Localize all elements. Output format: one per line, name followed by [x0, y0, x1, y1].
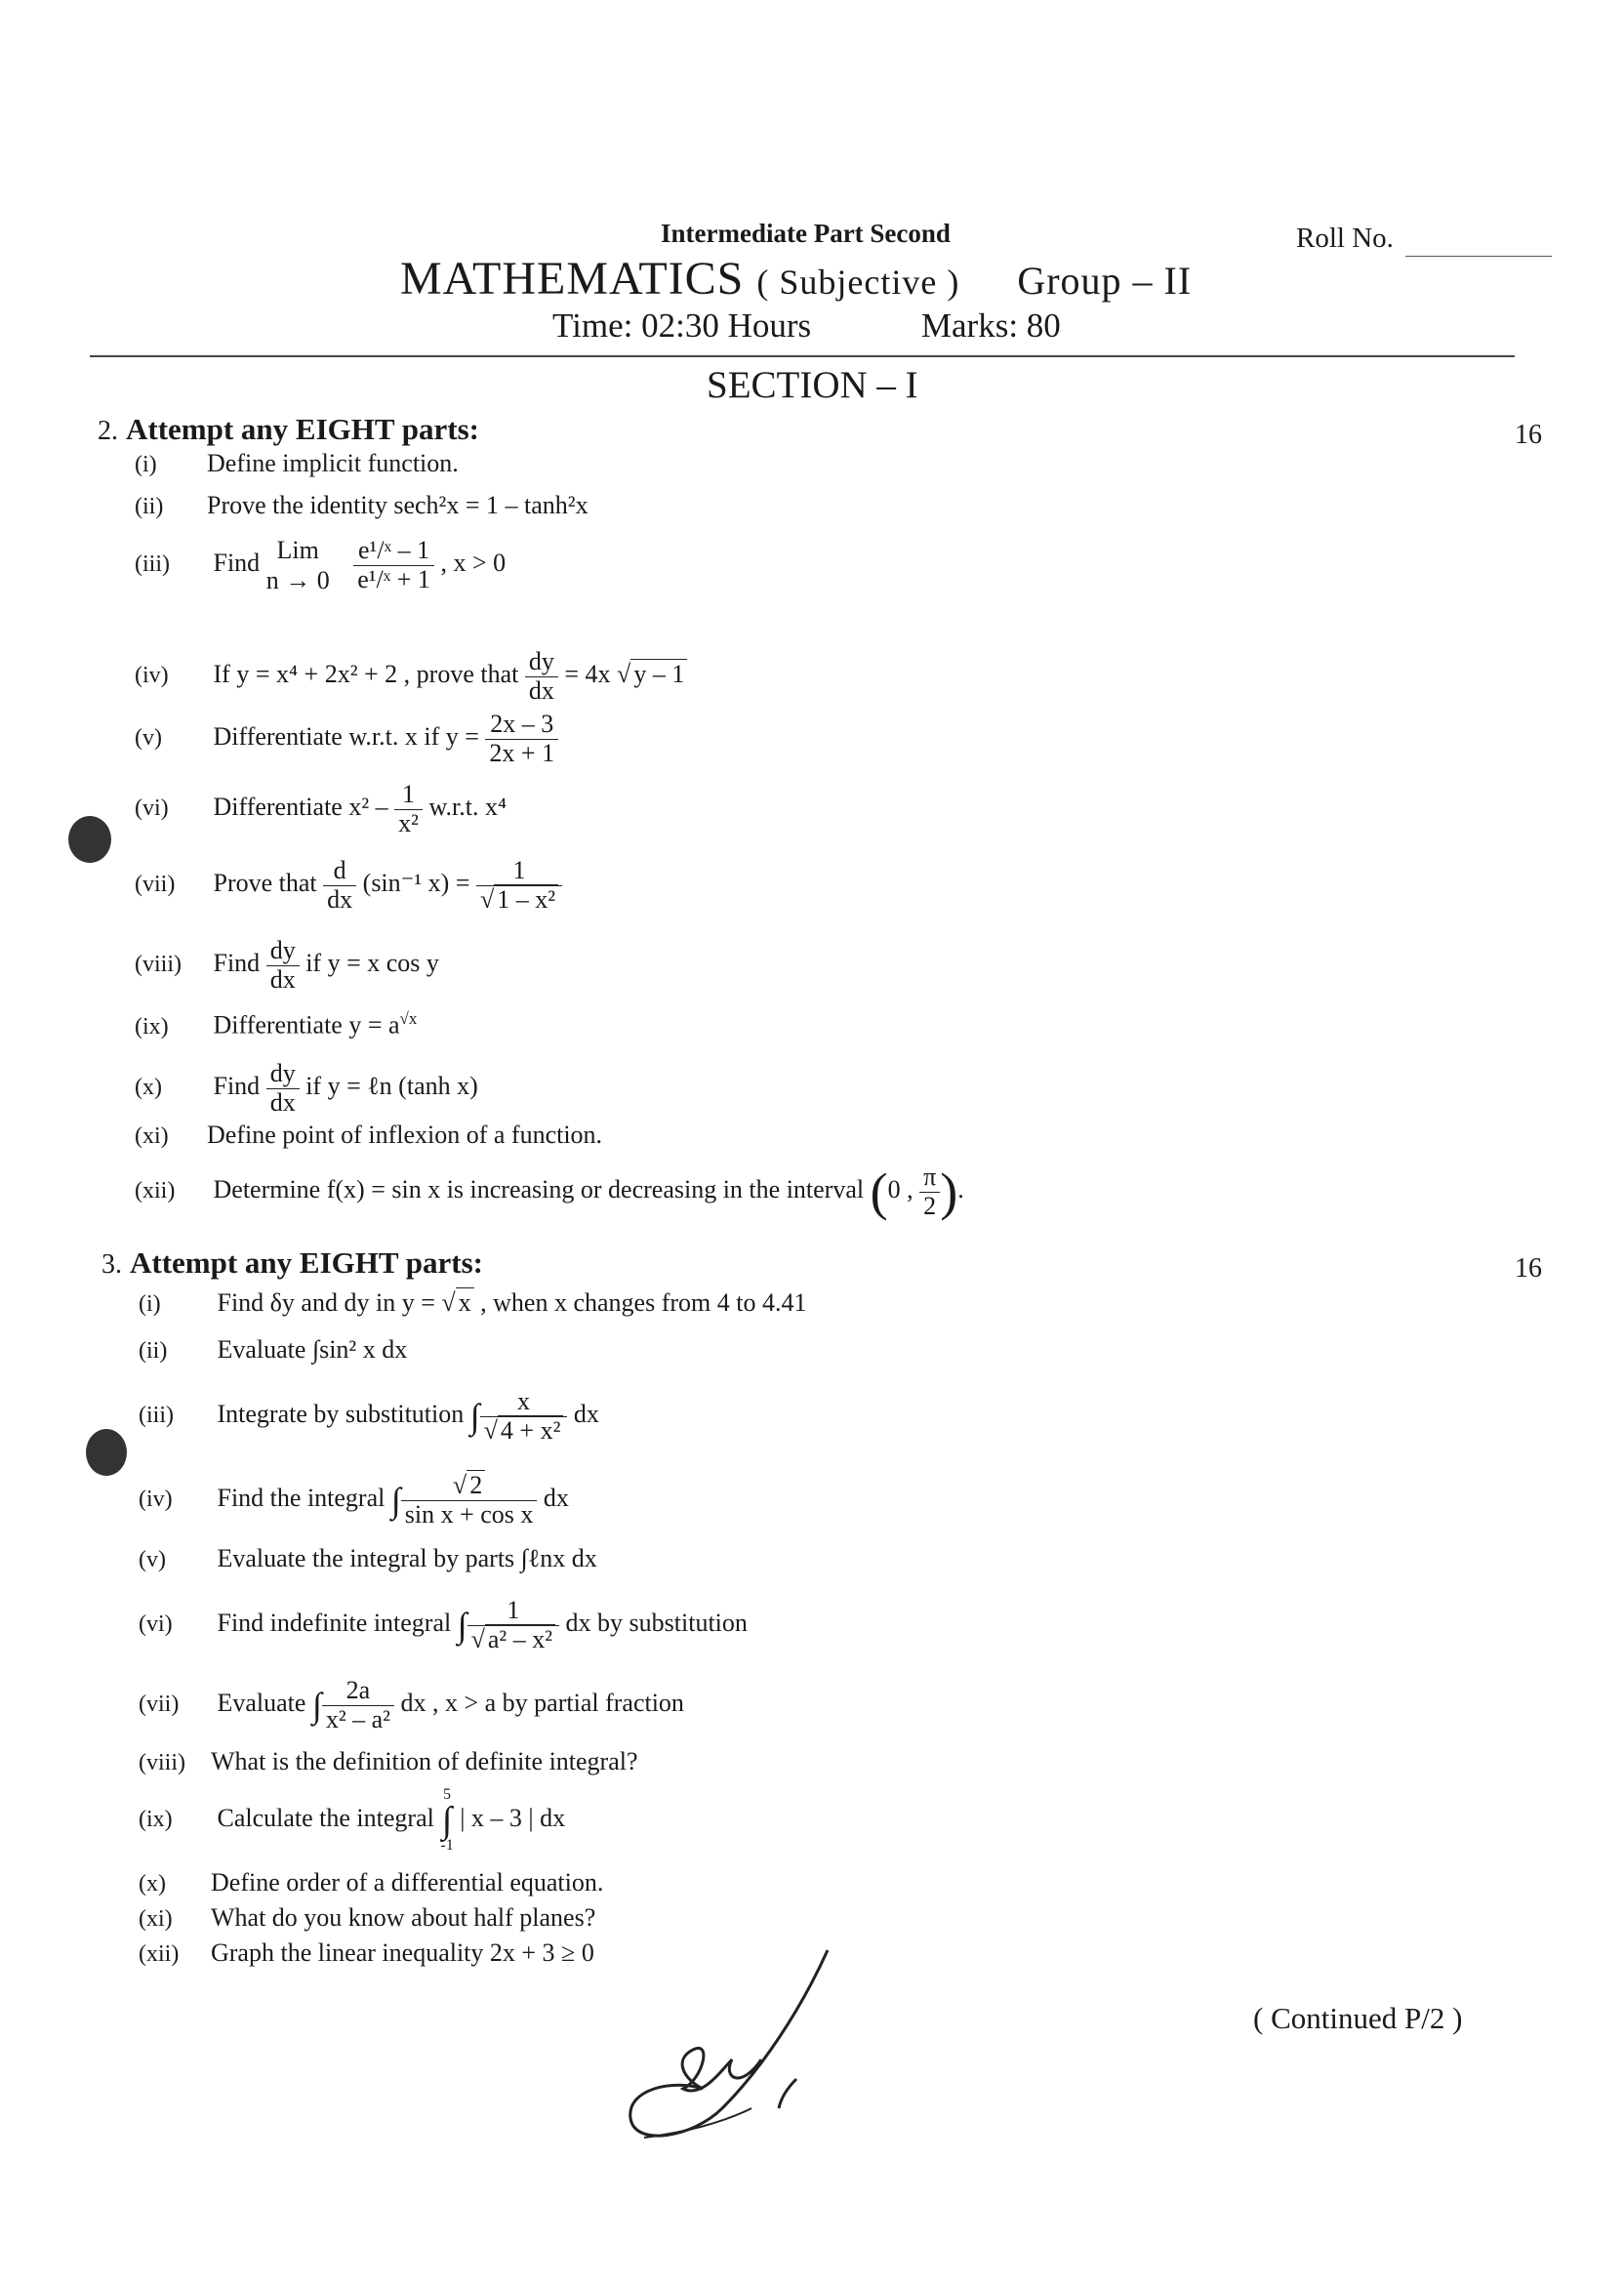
denominator: x² – a² — [322, 1705, 394, 1734]
q2-item-4: (iv) If y = x⁴ + 2x² + 2 , prove that $\frac{dy}{dx}$ = 4x √ y – 1 — [135, 648, 687, 705]
item-number: (xii) — [135, 1177, 176, 1203]
item-number: (xi) — [135, 1123, 169, 1149]
integral-expression: | x – 3 | dx — [460, 1804, 566, 1833]
item-text: Find the integral — [217, 1484, 386, 1513]
q2-heading — [98, 412, 479, 447]
q2-item-8 — [135, 937, 439, 994]
item-text: Evaluate — [217, 1335, 306, 1364]
item-text: if y = ℓn (tanh x) — [305, 1072, 478, 1101]
exponent: √x — [399, 1009, 418, 1028]
header-divider — [90, 355, 1515, 357]
numerator: 1 — [507, 1596, 520, 1624]
item-number: (x) — [135, 1075, 162, 1101]
q3-item-6: (vi) Find indefinite integral ∫ $\frac{1}{\text{√ a² – x²}}$ dx by substitution — [139, 1596, 748, 1653]
item-number: (iii) — [135, 551, 170, 578]
limit-subscript: n → 0 — [265, 566, 330, 595]
item-number: (vii) — [139, 1692, 180, 1718]
item-text: = 4x — [564, 660, 611, 689]
numerator: d — [333, 856, 346, 884]
continued-note: ( Continued P/2 ) — [1253, 2001, 1463, 2035]
fraction — [525, 648, 558, 705]
item-text: Differentiate w.r.t. x if y = — [213, 722, 479, 752]
subject-title: MATHEMATICS — [400, 253, 745, 305]
numerator: 1 — [402, 780, 416, 808]
item-text: Find indefinite integral — [217, 1609, 452, 1638]
q3-item-8 — [139, 1747, 638, 1776]
denominator: dx — [266, 965, 300, 995]
q3-title: Attempt any EIGHT parts: — [130, 1245, 483, 1280]
q2-item-10 — [135, 1060, 478, 1117]
radicand: 1 – x² — [494, 884, 558, 914]
q2-item-2 — [135, 491, 589, 520]
radicand: x — [456, 1287, 474, 1317]
fraction: $\frac{1}{\text{√ 1 – x²}}$ — [476, 857, 562, 914]
limit-operator — [266, 535, 330, 595]
fraction: $\frac{1}{\text{√ a² – x²}}$ — [467, 1597, 559, 1653]
item-number: (iv) — [135, 663, 169, 689]
upper-limit: 5 — [443, 1786, 452, 1803]
item-text: Calculate the integral — [217, 1804, 434, 1833]
q3-item-7: (vii) Evaluate ∫ $\frac{2a}{\text{x² – a²}}$ dx , x > a by partial fraction — [139, 1676, 684, 1733]
item-text: Find — [213, 549, 261, 578]
denominator: 2 — [919, 1192, 940, 1221]
q2-marks: 16 — [1515, 420, 1542, 450]
numerator: dy — [528, 647, 554, 675]
denominator: e¹/ˣ + 1 — [353, 565, 434, 594]
item-text: w.r.t. x⁴ — [428, 793, 508, 822]
item-text: Find — [213, 949, 261, 978]
item-text: Define point of inflexion of a function. — [207, 1121, 603, 1149]
denominator: 2x + 1 — [485, 739, 558, 768]
q3-number: 3. — [102, 1249, 122, 1280]
fraction: $\frac{x}{\text{√ 4 + x²}}$ — [480, 1388, 568, 1445]
fraction — [394, 781, 423, 837]
denominator: dx — [266, 1088, 300, 1118]
fraction — [485, 711, 558, 767]
q2-number: 2. — [98, 416, 118, 446]
q3-item-10 — [139, 1868, 603, 1897]
item-text: Graph the linear inequality 2x + 3 ≥ 0 — [211, 1938, 594, 1967]
q2-item-3 — [135, 535, 506, 595]
roll-no-label: Roll No. — [1296, 223, 1394, 254]
fraction — [322, 1677, 394, 1733]
radicand: a² – x² — [485, 1624, 555, 1653]
paper-type: ( Subjective ) — [756, 263, 960, 302]
item-text: Prove that — [213, 869, 317, 898]
item-number: (viii) — [139, 1750, 185, 1775]
q3-item-11 — [139, 1903, 595, 1933]
punch-hole-mark — [86, 1429, 127, 1476]
q3-item-12 — [139, 1938, 594, 1968]
item-text: Find — [213, 1072, 261, 1101]
denominator: dx — [525, 676, 558, 706]
fraction — [323, 857, 356, 914]
item-number: (vii) — [135, 872, 176, 898]
time-label: Time: 02:30 Hours — [552, 306, 812, 345]
q3-marks: 16 — [1515, 1253, 1542, 1284]
q2-item-5 — [135, 711, 558, 767]
item-number: (ii) — [139, 1338, 168, 1364]
item-text: What do you know about half planes? — [211, 1903, 596, 1932]
limit-label: Lim — [276, 536, 319, 564]
numerator: π — [923, 1162, 937, 1191]
item-text: Differentiate y = a — [213, 1010, 400, 1040]
item-number: (xii) — [139, 1941, 180, 1967]
item-number: (viii) — [135, 952, 182, 978]
total-marks: Marks: 80 — [920, 306, 1061, 345]
signature-mark — [615, 1942, 849, 2157]
fraction — [266, 937, 300, 994]
item-text: Evaluate the integral by parts — [217, 1544, 515, 1572]
numerator: e¹/ˣ – 1 — [358, 536, 430, 565]
q2-item-6 — [135, 781, 507, 837]
numerator: 2x – 3 — [490, 710, 554, 738]
item-number: (iv) — [139, 1487, 173, 1513]
denominator: x² — [394, 809, 423, 838]
q3-item-4: (iv) Find the integral ∫ $\frac{√ 2}{\text{sin x + cos x}}$ dx — [139, 1471, 569, 1529]
item-text: Differentiate x² – — [213, 793, 388, 822]
item-number: (vi) — [135, 795, 169, 822]
denominator: dx — [323, 885, 356, 915]
item-number: (xi) — [139, 1906, 173, 1932]
fraction — [353, 537, 434, 593]
item-number: (v) — [135, 725, 162, 752]
item-text: Define order of a differential equation. — [211, 1868, 604, 1897]
item-number: (i) — [135, 452, 157, 477]
integral-limits: 5 ∫ -1 — [440, 1786, 454, 1855]
q2-item-7 — [135, 857, 562, 914]
item-number: (vi) — [139, 1611, 173, 1638]
subject-line — [400, 252, 1192, 306]
numerator: dy — [269, 936, 296, 964]
item-text: , when x changes from 4 to 4.41 — [480, 1288, 807, 1317]
numerator: dy — [269, 1059, 296, 1087]
interval-start: 0 , — [887, 1174, 914, 1203]
item-text: if y = x cos y — [305, 949, 439, 978]
item-text: If y = x⁴ + 2x² + 2 , prove that — [213, 660, 519, 689]
item-number: (x) — [139, 1871, 166, 1897]
denominator: sin x + cos x — [401, 1500, 538, 1529]
item-punctuation: . — [957, 1174, 964, 1203]
q2-item-12: (xii) Determine f(x) = sin x is increasing or decreasing in the interval (0 , $\frac{\pi}{2}$ ). — [135, 1162, 964, 1221]
punch-hole-mark — [68, 816, 111, 863]
q2-title: Attempt any EIGHT parts: — [126, 412, 479, 446]
item-text: What is the definition of definite integral? — [211, 1747, 638, 1775]
item-text: dx — [543, 1484, 569, 1513]
item-text: (sin⁻¹ x) = — [362, 869, 470, 898]
q3-heading — [102, 1245, 483, 1281]
item-text: dx — [573, 1400, 599, 1429]
item-condition: , x > 0 — [440, 549, 507, 578]
radicand: 2 — [467, 1470, 485, 1499]
group-label: Group – II — [1017, 259, 1193, 303]
item-text: Find δy and dy in y = — [217, 1288, 435, 1317]
q3-item-1: (i) Find δy and dy in y = √ x , when x changes from 4 to 4.41 — [139, 1288, 807, 1317]
item-number: (v) — [139, 1547, 166, 1572]
numerator: 2a — [345, 1676, 371, 1704]
item-number: (ii) — [135, 494, 164, 519]
integral-expression: ∫sin² x dx — [311, 1335, 408, 1364]
item-text: Integrate by substitution — [217, 1400, 465, 1429]
item-text: Define implicit function. — [207, 449, 459, 477]
numerator: 1 — [512, 856, 526, 884]
section-title: SECTION – I — [707, 364, 918, 406]
q3-item-9 — [139, 1786, 565, 1855]
fraction — [266, 1060, 300, 1117]
time-marks-line — [552, 306, 1061, 346]
q2-item-11 — [135, 1121, 602, 1150]
q2-item-9 — [135, 1009, 417, 1040]
q2-item-1 — [135, 449, 459, 478]
exam-level: Intermediate Part Second — [661, 219, 951, 248]
integral-expression: ∫ℓnx dx — [520, 1544, 597, 1572]
item-number: (i) — [139, 1291, 161, 1317]
radicand: 4 + x² — [498, 1415, 563, 1445]
q3-item-2 — [139, 1335, 407, 1365]
item-number: (iii) — [139, 1403, 174, 1429]
numerator: x — [517, 1387, 530, 1415]
q3-item-5 — [139, 1544, 597, 1573]
roll-no-blank — [1405, 256, 1552, 257]
fraction — [919, 1163, 940, 1220]
lower-limit: -1 — [440, 1837, 454, 1855]
radicand: y – 1 — [630, 659, 687, 688]
q3-item-3: (iii) Integrate by substitution ∫ $\frac{x}{\text{√ 4 + x²}}$ dx — [139, 1387, 599, 1445]
item-number: (ix) — [135, 1013, 169, 1040]
item-text: Prove the identity sech²x = 1 – tanh²x — [207, 491, 589, 519]
item-text: dx , x > a by partial fraction — [400, 1689, 684, 1718]
item-number: (ix) — [139, 1807, 173, 1833]
item-text: Evaluate — [217, 1689, 306, 1718]
item-text: Determine f(x) = sin x is increasing or decreasing in the interval — [213, 1174, 865, 1203]
item-text: dx by substitution — [565, 1609, 748, 1638]
fraction: $\frac{√ 2}{\text{sin x + cos x}}$ — [401, 1472, 538, 1529]
